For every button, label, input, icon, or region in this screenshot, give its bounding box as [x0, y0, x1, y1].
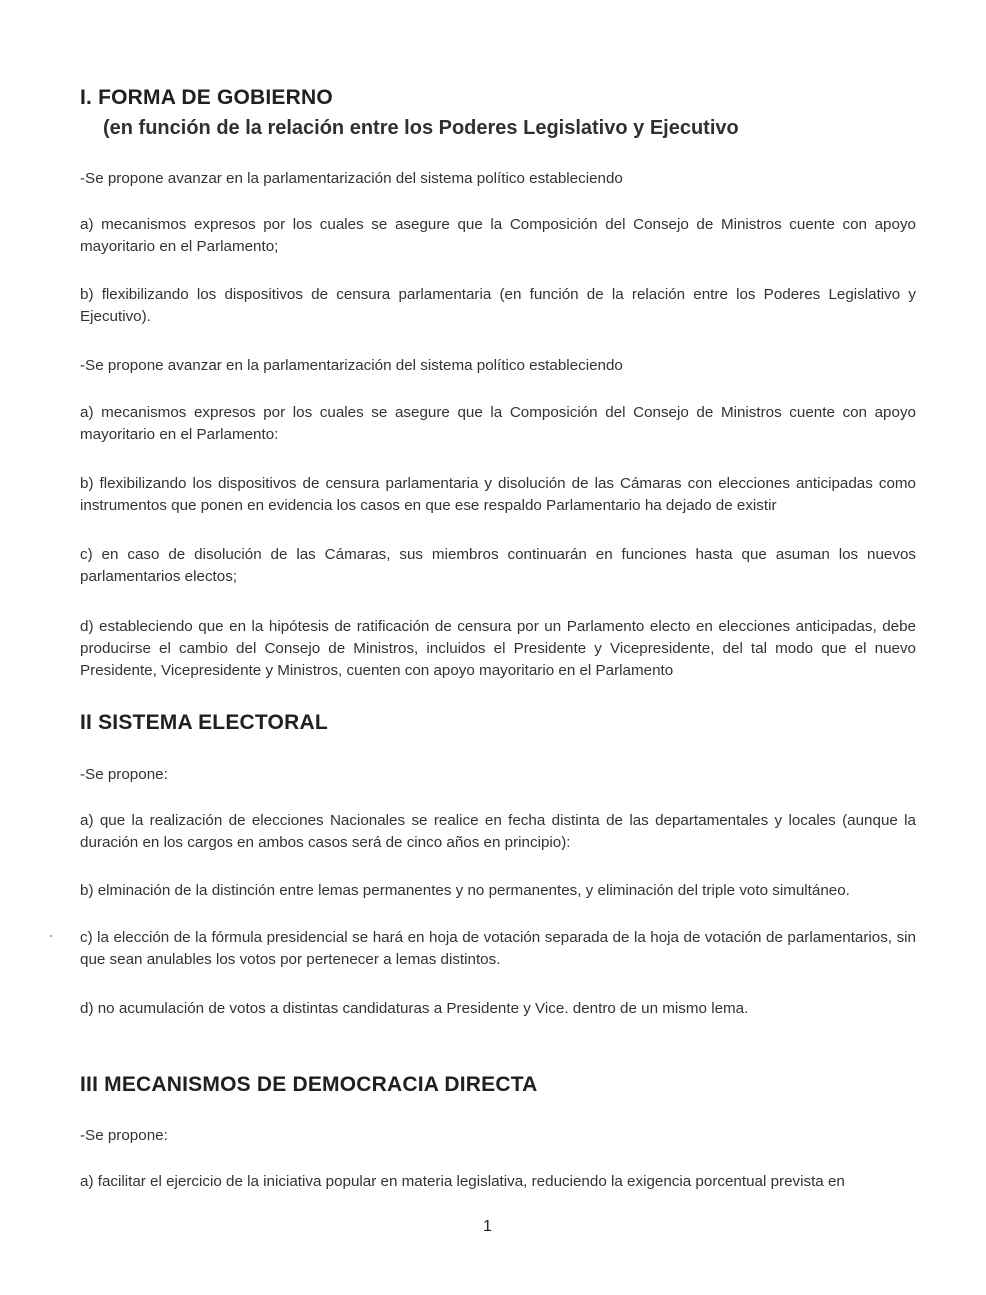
paragraph: d) estableciendo que en la hipótesis de ratificación de censura por un Parlamento electo en elecciones anticipadas, debe producirse el cambio del Consejo de Ministros, incluidos el Presidente y Vicepresidente, del tal modo que el nuevo Presidente, Vicepresidente y Ministros, cuenten con apoyo mayoritario en el Parlamento: [80, 618, 916, 679]
paragraph: b) flexibilizando los dispositivos de censura parlamentaria (en función de la relación entre los Poderes Legislativo y Ejecutivo).: [80, 286, 916, 325]
paragraph: -Se propone avanzar en la parlamentarización del sistema político estableciendo: [80, 170, 623, 187]
section-3-heading: III MECANISMOS DE DEMOCRACIA DIRECTA: [80, 1073, 538, 1096]
paragraph: d) no acumulación de votos a distintas candidaturas a Presidente y Vice. dentro de un mismo lema.: [80, 1000, 749, 1017]
paragraph: a) facilitar el ejercicio de la iniciativa popular en materia legislativa, reduciendo la exigencia porcentual prevista en: [80, 1173, 845, 1190]
paragraph: b) flexibilizando los dispositivos de censura parlamentaria y disolución de las Cámaras con elecciones anticipadas como instrumentos que ponen en evidencia los casos en que ese respaldo Parlamentario ha dejado de existir: [80, 475, 916, 514]
paragraph: -Se propone:: [80, 766, 168, 783]
paragraph: c) la elección de la fórmula presidencial se hará en hoja de votación separada de la hoja de votación de parlamentarios, sin que sean anulables los votos por pertenecer a lemas distintos.: [80, 929, 916, 968]
page-number: 1: [483, 1218, 492, 1235]
paragraph: b) elminación de la distinción entre lemas permanentes y no permanentes, y eliminación del triple voto simultáneo.: [80, 882, 850, 899]
section-1-heading: I. FORMA DE GOBIERNO: [80, 86, 333, 109]
section-2-heading: II SISTEMA ELECTORAL: [80, 711, 328, 734]
paragraph: c) en caso de disolución de las Cámaras, sus miembros continuarán en funciones hasta que asuman los nuevos parlamentarios electos;: [80, 546, 916, 585]
section-1-subheading: (en función de la relación entre los Poderes Legislativo y Ejecutivo: [103, 117, 739, 139]
scan-speck: [50, 935, 52, 937]
paragraph: -Se propone:: [80, 1127, 168, 1144]
paragraph: a) que la realización de elecciones Nacionales se realice en fecha distinta de las departamentales y locales (aunque la duración en los cargos en ambos casos será de cinco años en principio):: [80, 812, 916, 851]
paragraph: -Se propone avanzar en la parlamentarización del sistema político estableciendo: [80, 357, 623, 374]
paragraph: a) mecanismos expresos por los cuales se asegure que la Composición del Consejo de Ministros cuente con apoyo mayoritario en el Parlamento;: [80, 216, 916, 255]
paragraph: a) mecanismos expresos por los cuales se asegure que la Composición del Consejo de Ministros cuente con apoyo mayoritario en el Parlamento:: [80, 404, 916, 443]
